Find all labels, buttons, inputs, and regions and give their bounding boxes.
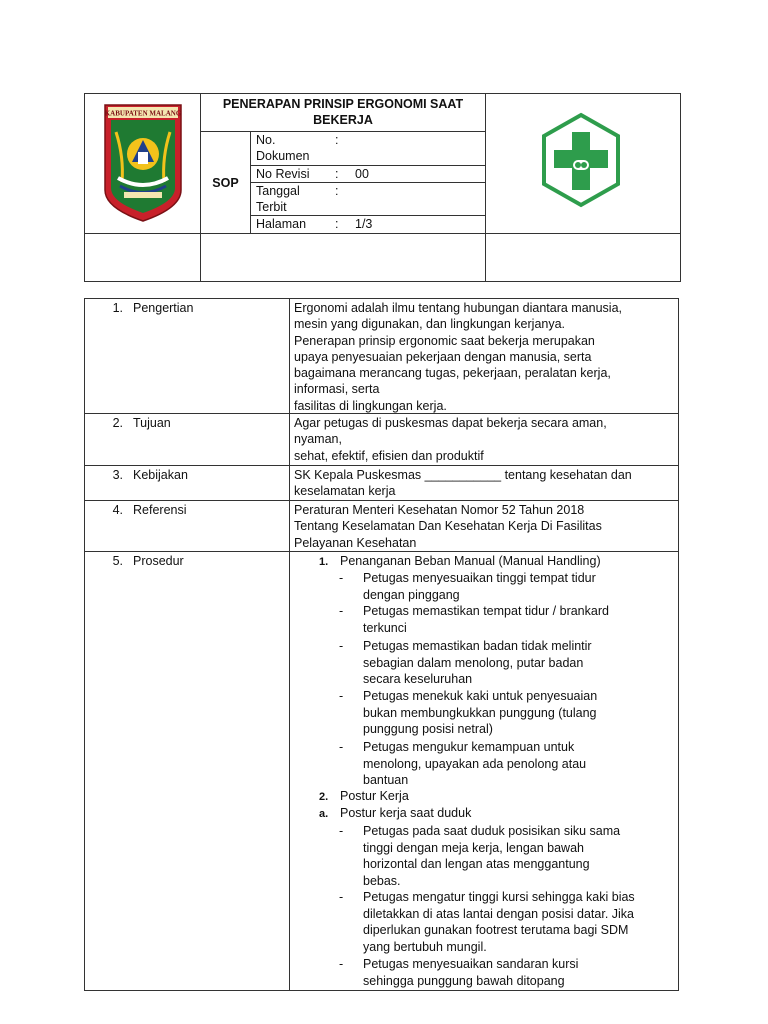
section-number: 1. (112, 301, 123, 315)
section-label-kebijakan (97, 467, 188, 483)
section-label-prosedur (97, 553, 184, 569)
text-line: tinggi dengan meja kerja, lengan bawah (363, 840, 584, 855)
list-marker: 2. (319, 791, 329, 803)
text-line: Peraturan Menteri Kesehatan Nomor 52 Tahun 2018 (294, 503, 585, 517)
text-line: bantuan (363, 773, 409, 787)
section-number: 3. (112, 468, 123, 482)
text-line: nyaman, (294, 432, 342, 447)
bullet-dash: - (339, 689, 344, 703)
text-line: secara keseluruhan (363, 672, 473, 686)
procedure-item-1 (294, 553, 674, 570)
meta-label: Dokumen (256, 149, 310, 163)
section-number: 4. (112, 503, 123, 517)
text-line: Tentang Keselamatan Dan Kesehatan Kerja Di Fasilitas (294, 519, 602, 534)
section-title: Prosedur (133, 554, 184, 568)
meta-value: 1/3 (355, 217, 373, 231)
text-line: Penerapan prinsip ergonomic saat bekerja merupakan (294, 333, 595, 348)
text-line: menolong, upayakan ada penolong atau (363, 756, 587, 771)
text-line: yang bertubuh mungil. (363, 939, 487, 954)
procedure-item-2 (294, 788, 674, 805)
puskesmas-logo-icon (540, 112, 622, 208)
section-number: 2. (112, 416, 123, 430)
meta-row-no-dokumen (251, 132, 485, 165)
procedure-item-a (294, 805, 674, 822)
bullet-dash: - (339, 740, 344, 754)
section-label-referensi (97, 502, 187, 518)
meta-label: Tanggal (256, 184, 300, 198)
document-title (201, 94, 485, 131)
text-line: bebas. (363, 873, 401, 888)
text-line: Petugas memastikan badan tidak melintir (363, 639, 592, 653)
text-line: dengan pinggang (363, 587, 460, 602)
text-line: informasi, serta (294, 382, 380, 397)
logo-cell (85, 94, 200, 233)
section-text-kebijakan (294, 467, 674, 500)
kabupaten-malang-shield-icon (102, 102, 184, 224)
title-line: BEKERJA (313, 113, 373, 127)
section-title: Referensi (133, 503, 187, 517)
meta-row-halaman (251, 216, 485, 233)
text-line: horizontal dan lengan atas menggantung (363, 857, 590, 871)
meta-label: Halaman (256, 217, 307, 231)
text-line: sehat, efektif, efisien dan produktif (294, 448, 484, 463)
bullet-dash: - (339, 571, 344, 585)
text-line: Petugas memastikan tempat tidur / brankard (363, 604, 609, 618)
text-line: Agar petugas di puskesmas dapat bekerja secara aman, (294, 416, 607, 430)
text-line: Petugas pada saat duduk posisikan siku sama (363, 824, 621, 838)
logo-lettering: KABUPATEN MALANG (104, 109, 182, 118)
grid-line (485, 94, 486, 282)
text-line: bagaimana merancang tugas, pekerjaan, peralatan kerja, (294, 366, 611, 381)
text-line: SK Kepala Puskesmas ___________ tentang kesehatan dan (294, 468, 632, 482)
meta-colon: : (335, 184, 339, 198)
text-line: diperlukan gunakan footrest terutama bagi SDM (363, 923, 629, 937)
grid-line (289, 299, 290, 991)
procedure-title: Postur Kerja (340, 789, 409, 803)
grid-line (85, 551, 679, 552)
meta-label: No. (256, 133, 276, 147)
grid-line (85, 465, 679, 466)
section-number: 5. (112, 554, 123, 568)
meta-label: Terbit (256, 200, 287, 214)
title-line: PENERAPAN PRINSIP ERGONOMI SAAT (222, 97, 464, 111)
sop-header-table (84, 93, 681, 282)
list-marker: 1. (319, 556, 329, 568)
bullet-dash: - (339, 639, 344, 653)
text-line: upaya penyesuaian pekerjaan dengan manusia, serta (294, 349, 592, 364)
text-line: keselamatan kerja (294, 484, 396, 499)
text-line: Pelayanan Kesehatan (294, 535, 417, 550)
text-line: Petugas mengatur tinggi kursi sehingga kaki bias (363, 890, 635, 904)
text-line: sebagian dalam menolong, putar badan (363, 655, 584, 670)
text-line: mesin yang digunakan, dan lingkungan kerjanya. (294, 317, 566, 332)
meta-label: No Revisi (256, 167, 310, 181)
section-text-tujuan (294, 415, 674, 464)
meta-colon: : (335, 167, 339, 181)
section-title: Tujuan (133, 416, 171, 430)
bullet-dash: - (339, 824, 344, 838)
text-line: Petugas menyesuaikan tinggi tempat tidur (363, 571, 596, 585)
sop-label: SOP (212, 175, 239, 190)
section-title: Pengertian (133, 301, 194, 315)
text-line: sehingga punggung bawah ditopang (363, 973, 565, 988)
sop-content-table (84, 298, 679, 991)
text-line: Ergonomi adalah ilmu tentang hubungan diantara manusia, (294, 301, 623, 315)
text-line: bukan membungkukkan punggung (tulang (363, 705, 597, 720)
text-line: terkunci (363, 620, 407, 635)
procedure-title: Penanganan Beban Manual (Manual Handling) (340, 554, 601, 568)
list-marker: a. (319, 808, 329, 820)
text-line: fasilitas di lingkungan kerja. (294, 398, 447, 413)
bullet-dash: - (339, 890, 344, 904)
grid-line (85, 500, 679, 501)
section-text-pengertian (294, 300, 674, 414)
meta-colon: : (335, 217, 339, 231)
procedure-title: Postur kerja saat duduk (340, 806, 472, 820)
text-line: Petugas mengukur kemampuan untuk (363, 740, 575, 754)
section-title: Kebijakan (133, 468, 188, 482)
section-text-referensi (294, 502, 674, 551)
text-line: punggung posisi netral) (363, 722, 493, 736)
text-line: Petugas menyesuaikan sandaran kursi (363, 957, 579, 971)
section-label-tujuan (97, 415, 171, 431)
grid-line (85, 233, 681, 234)
meta-row-tanggal-terbit (251, 183, 485, 215)
meta-row-no-revisi (251, 166, 485, 182)
meta-colon: : (335, 133, 339, 147)
bullet-dash: - (339, 957, 344, 971)
text-line: Petugas menekuk kaki untuk penyesuaian (363, 689, 598, 703)
text-line: diletakkan di atas lantai dengan posisi datar. Jika (363, 906, 635, 921)
bullet-dash: - (339, 604, 344, 618)
section-label-pengertian (97, 300, 193, 316)
meta-value: 00 (355, 167, 369, 181)
